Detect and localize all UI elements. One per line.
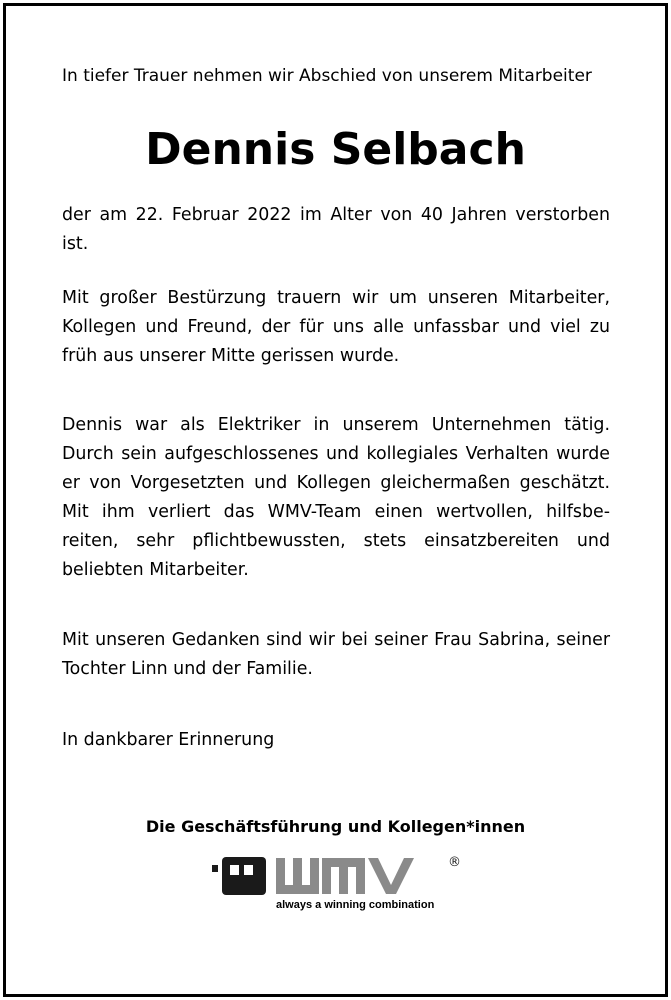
condolence-paragraph: Mit großer Bestürzung trauern wir um unseren Mitarbeiter, Kollegen und Freund, der für uns alle unfassbar und viel zu früh aus unserer Mitte gerissen wurde. (62, 288, 610, 366)
registered-mark: ® (448, 855, 461, 870)
deceased-name: Dennis Selbach (145, 124, 526, 175)
intro-line: In tiefer Trauer nehmen wir Abschied von unserem Mitarbeiter (62, 66, 592, 86)
tribute-paragraph: Dennis war als Elektriker in unserem Unternehmen tätig. Durch sein aufgeschlossenes und kollegiales Verhalten wurde er von Vorgesetzten und Kollegen gleichermaßen geschätzt. Mit ihm verliert das WMV-Team einen wertvollen, hilfsbe-reiten, sehr pflichtbewussten, stets einsatzbereiten und beliebten Mitarbeiter. (62, 415, 610, 580)
logo-tagline: always a winning combination (276, 899, 435, 911)
closing-line: In dankbarer Erinnerung (62, 730, 275, 750)
wmv-logo-icon (212, 857, 266, 895)
death-date-paragraph: der am 22. Februar 2022 im Alter von 40 Jahren verstorben ist. (62, 205, 610, 254)
wmv-wordmark (276, 858, 414, 894)
signature: Die Geschäftsführung und Kollegen*innen (145, 817, 526, 836)
family-paragraph: Mit unseren Gedanken sind wir bei seiner Frau Sabrina, seiner Tochter Linn und der Familie. (62, 630, 610, 679)
